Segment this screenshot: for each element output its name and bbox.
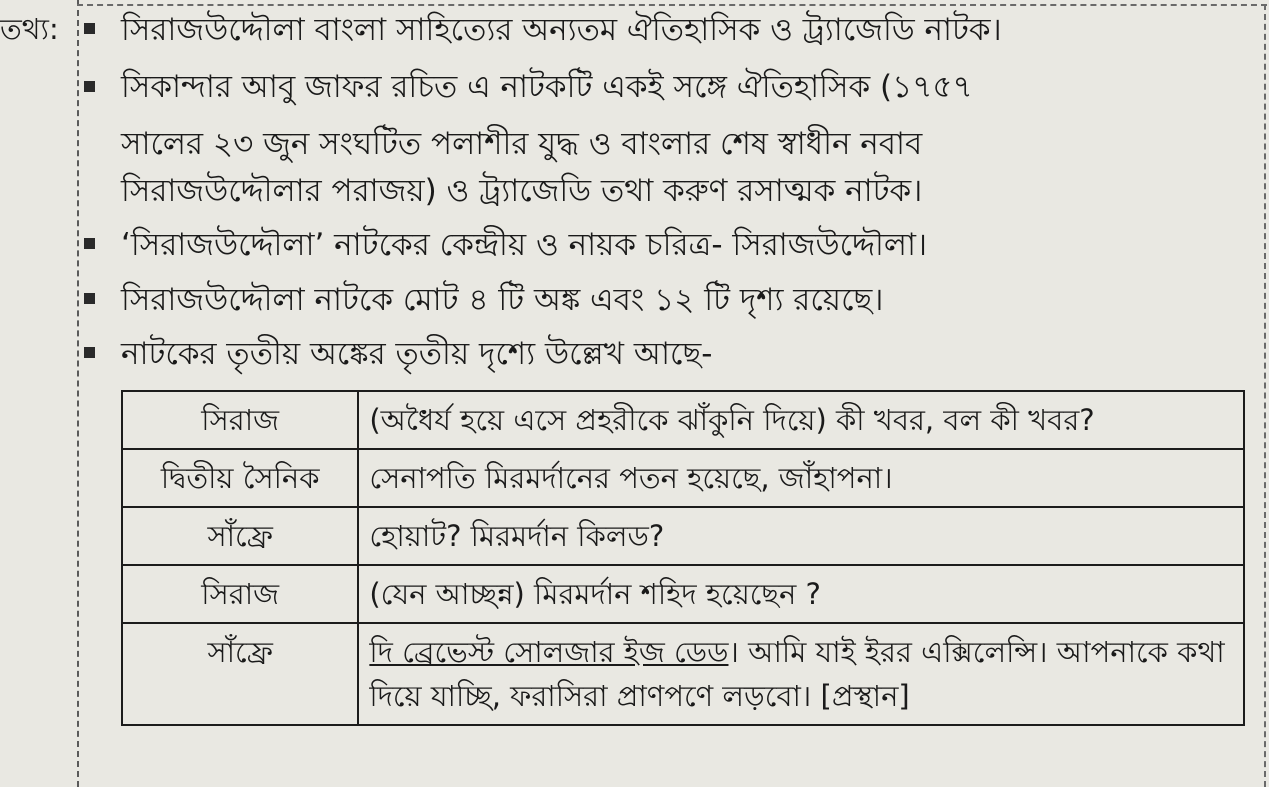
top-divider <box>77 4 1267 6</box>
fact-line: সিরাজউদ্দৌলা নাটকে মোট ৪ টি অঙ্ক এবং ১২ টি দৃশ্য রয়েছে। <box>121 282 884 318</box>
dialogue-row <box>122 565 1244 623</box>
speech-text: । আমি যাই ইরর এক্সিলেন্সি। আপনাকে কথা দিয়ে যাচ্ছি, ফরাসিরা প্রাণপণে লড়বো। [প্রস্থান] <box>369 635 1225 713</box>
fact-line: নাটকের তৃতীয় অঙ্কের তৃতীয় দৃশ্যে উল্লেখ আছে- <box>121 336 713 372</box>
fact-line: সিকান্দার আবু জাফর রচিত এ নাটকটি একই সঙ্গে ঐতিহাসিক (১৭৫৭ <box>121 69 973 105</box>
fact-line: সিরাজউদ্দৌলা বাংলা সাহিত্যের অন্যতম ঐতিহাসিক ও ট্র্যাজেডি নাটক। <box>121 12 1002 48</box>
speech-cell: হোয়াট? মিরমর্দান কিলড? <box>358 507 1244 565</box>
speaker-cell: সাঁফ্রে <box>122 507 358 565</box>
speaker-cell: সাঁফ্রে <box>122 623 358 725</box>
speaker-cell: সিরাজ <box>122 565 358 623</box>
speech-cell: (অধৈর্য হয়ে এসে প্রহরীকে ঝাঁকুনি দিয়ে) কী খবর, বল কী খবর? <box>358 391 1244 449</box>
speaker-cell: সিরাজ <box>122 391 358 449</box>
bullet-square-icon <box>84 347 95 358</box>
dialogue-table <box>121 390 1245 726</box>
dialogue-row <box>122 449 1244 507</box>
bullet-square-icon <box>84 23 95 34</box>
speech-cell: সেনাপতি মিরমর্দানের পতন হয়েছে, জাঁহাপনা। <box>358 449 1244 507</box>
fact-line: সালের ২৩ জুন সংঘটিত পলাশীর যুদ্ধ ও বাংলার শেষ স্বাধীন নবাব <box>121 126 923 162</box>
fact-line: ‘সিরাজউদ্দৌলা’ নাটকের কেন্দ্রীয় ও নায়ক চরিত্র- সিরাজউদ্দৌলা। <box>121 227 928 263</box>
margin-divider <box>77 0 79 787</box>
bullet-square-icon <box>84 293 95 304</box>
dialogue-row <box>122 507 1244 565</box>
bullet-square-icon <box>84 238 95 249</box>
section-label: তথ্য: <box>0 12 59 46</box>
dialogue-row <box>122 391 1244 449</box>
right-divider <box>1264 4 1266 787</box>
speech-cell: (যেন আচ্ছন্ন) মিরমর্দান শহিদ হয়েছেন ? <box>358 565 1244 623</box>
bullet-square-icon <box>84 81 95 92</box>
underlined-english-quote: দি ব্রেভেস্ট সোলজার ইজ ডেড <box>369 635 729 669</box>
fact-line: সিরাজউদ্দৌলার পরাজয়) ও ট্র্যাজেডি তথা করুণ রসাত্মক নাটক। <box>121 173 923 209</box>
dialogue-row <box>122 623 1244 725</box>
speech-cell <box>358 623 1244 725</box>
speaker-cell: দ্বিতীয় সৈনিক <box>122 449 358 507</box>
